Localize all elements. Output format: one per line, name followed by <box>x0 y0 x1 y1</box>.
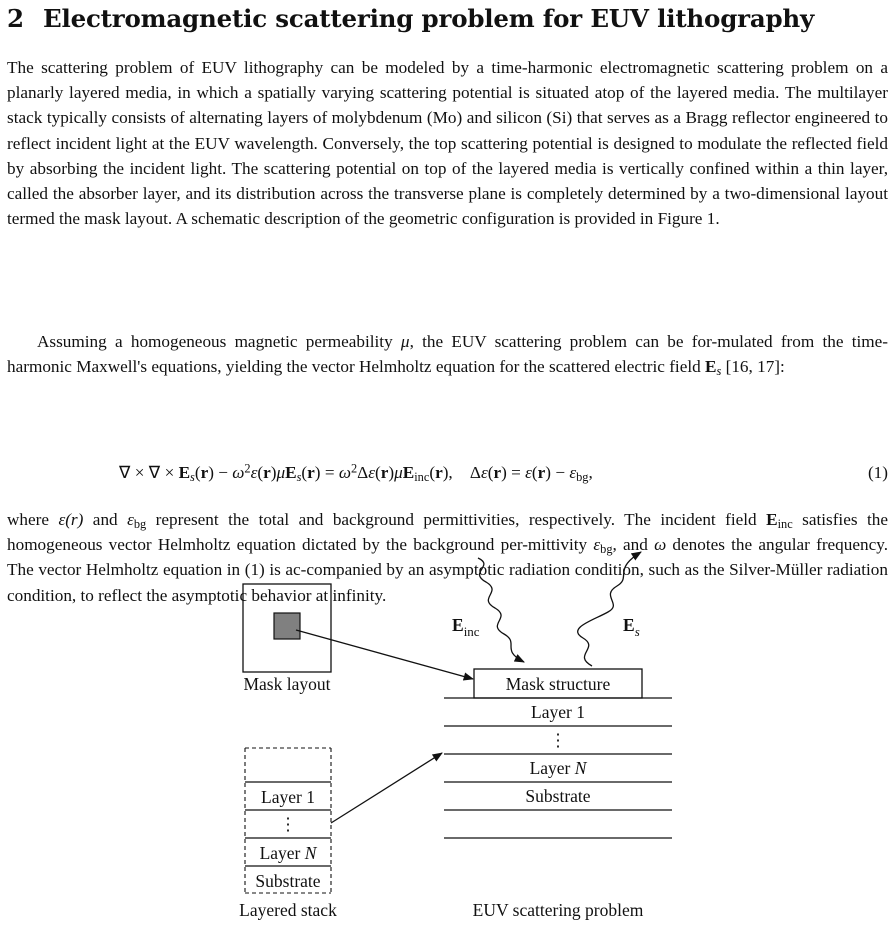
paragraph-3-text: and <box>83 510 128 529</box>
layered-stack-label: Layered stack <box>239 900 337 920</box>
equation-body: ∇ × ∇ × $E_s(r) - \omega^2\varepsilon(r)\mu E_s(r) = \omega^2\Delta\varepsilon(r)\mu E_{inc}(r)$, $\Delta\varepsilon(r) = \varepsilon(r) - \varepsilon_{bg}$, <box>119 461 593 485</box>
euv-layerN-label: Layer N <box>529 758 587 778</box>
equation-number: (1) <box>867 463 888 482</box>
euv-problem-label: EUV scattering problem <box>472 900 644 920</box>
section-title: Electromagnetic scattering problem for EUV lithography <box>43 4 815 33</box>
incident-wave <box>478 558 524 662</box>
paragraph-3-text: denotes the angular frequency. The vector Helmholtz equation in (1) is ac-companied by an asymptotic radiation condition, such as the Silver-Müller radiation condition, to reflect the asymptotic behavior at infinity. <box>7 535 888 605</box>
subscript-bg: bg <box>133 517 147 532</box>
paragraph-2-text: [16, 17]: <box>721 357 785 377</box>
paragraph-3-text: where <box>7 510 59 529</box>
section-number: 2 <box>7 4 24 33</box>
paragraph-3-text: , and <box>612 535 655 555</box>
omega-symbol: ω <box>654 535 667 555</box>
paragraph-2-text: , the EUV scattering problem can be for-mulated from the time-harmonic Maxwell's equations, yielding the vector Helmholtz equation for the scattered electric field <box>7 332 888 377</box>
paragraph-3-text: represent the total and background permittivities, respectively. The incident field <box>146 510 767 529</box>
paragraph-3-text: satisfies the homogeneous vector Helmholtz equation dictated by the background per-mittivity <box>7 510 888 555</box>
subscript-bg: bg <box>600 542 613 557</box>
E-s-symbol: $E_s$ <box>623 615 640 639</box>
field-E-symbol: E <box>766 510 778 529</box>
mask-square <box>274 613 300 639</box>
epsilon-symbol: ε <box>127 510 134 529</box>
paragraph-2-text: Assuming a homogeneous magnetic permeability <box>37 332 401 351</box>
stack-dots: ⋮ <box>279 814 297 834</box>
stack-arrow <box>331 753 442 823</box>
euv-substrate-label: Substrate <box>525 786 591 806</box>
paragraph-1: The scattering problem of EUV lithography can be modeled by a time-harmonic electromagnetic scattering problem on a planarly layered media, in which a spatially varying scattering potential is situated atop of the layered media. The multilayer stack typically consists of alternating layers of molybdenum (Mo) and silicon (Si) that serves as a Bragg reflector engineered to reflect incident light at the EUV wavelength. Conversely, the top scattering potential is designed to modulate the reflected field by absorbing the incident light. The scattering potential on top of the layered media is vertically confined within a thin layer, called the absorber layer, and its distribution across the transverse plane is completely determined by a two-dimensional layout termed the mask layout. A schematic description of the geometric configuration is provided in Figure 1. <box>7 58 888 229</box>
E-inc-symbol: $E_{inc}$ <box>452 615 480 639</box>
mask-structure-label: Mask structure <box>505 674 611 694</box>
epsilon-symbol: ε <box>593 535 601 555</box>
field-E-symbol: E <box>705 357 717 377</box>
stack-substrate-label: Substrate <box>255 871 321 891</box>
subscript-s: s <box>716 364 722 379</box>
euv-dots: ⋮ <box>549 730 567 750</box>
mu-symbol: μ <box>400 332 410 351</box>
euv-layer1-label: Layer 1 <box>531 702 585 722</box>
stack-layerN-label: Layer N <box>259 843 317 863</box>
mask-layout-label: Mask layout <box>243 674 331 694</box>
subscript-inc: inc <box>777 517 793 532</box>
scattered-wave <box>578 552 641 666</box>
stack-layer1-label: Layer 1 <box>261 787 315 807</box>
epsilon-r-symbol: ε(r) <box>58 510 84 529</box>
